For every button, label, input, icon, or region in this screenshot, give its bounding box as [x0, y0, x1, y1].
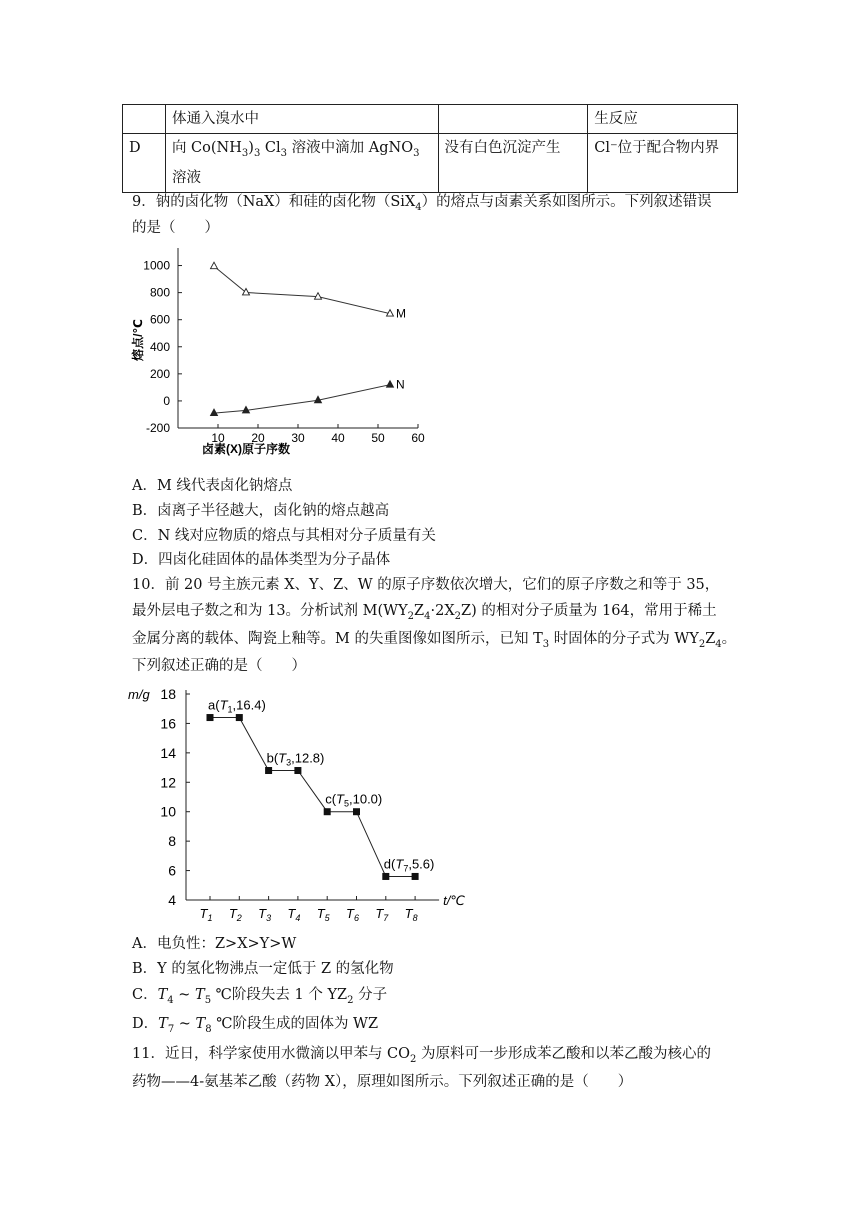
- table-row: [123, 105, 738, 134]
- x-tick-label: $T_3$: [258, 906, 272, 923]
- x-tick-label: 20: [251, 431, 265, 445]
- y-tick-label: -200: [145, 421, 170, 435]
- data-point: [353, 808, 360, 815]
- y-tick-label: 200: [149, 366, 170, 381]
- data-point: [294, 767, 301, 774]
- mass-loss-chart: [126, 682, 486, 928]
- melting-point-chart: [128, 236, 428, 456]
- x-axis-label: 卤素(X)原子序数: [202, 442, 290, 456]
- y-tick-label: 600: [149, 312, 170, 327]
- data-point: [211, 262, 218, 269]
- y-tick-label: 400: [149, 339, 170, 354]
- data-label: $c(T_5,10.0)$: [325, 791, 383, 809]
- x-tick-label: 40: [331, 431, 345, 445]
- x-tick-label: 60: [411, 431, 425, 445]
- series-label: N: [396, 377, 405, 392]
- chart-plot: [130, 248, 425, 456]
- y-tick-label: 12: [160, 774, 176, 791]
- table-cell: 体通入溴水中: [165, 105, 438, 134]
- table-cell: 没有白色沉淀产生: [438, 134, 588, 193]
- q10-option-a: A．电负性：Z>X>Y>W: [132, 936, 297, 952]
- data-point: [412, 873, 419, 880]
- chart-plot: [128, 686, 465, 923]
- q11-stem-line2: 药物——4-氨基苯乙酸（药物 X），原理如图所示。下列叙述正确的是（ ）: [132, 1074, 633, 1090]
- q9-stem-cont: 的是（ ）: [132, 220, 219, 236]
- table-cell: 向 $Co(NH_3)_3$ $Cl_3$ 溶液中滴加 AgNO$_3$ 溶液: [165, 134, 438, 193]
- data-point: [315, 293, 322, 300]
- y-tick-label: 16: [160, 715, 176, 732]
- data-point: [382, 873, 389, 880]
- data-label: $b(T_3,12.8)$: [266, 750, 325, 768]
- x-tick-label: $T_6$: [346, 906, 359, 923]
- y-axis-label: m/g: [128, 687, 150, 702]
- q10-option-c: C．$T_4$ ~ $T_5$ ℃阶段失去 1 个 $YZ_2$ 分子: [132, 987, 388, 1006]
- table-cell: [123, 105, 166, 134]
- q9-option-a: A．M 线代表卤化钠熔点: [132, 478, 293, 494]
- data-point: [387, 381, 394, 388]
- series-label: M: [396, 306, 406, 321]
- y-tick-label: 6: [168, 862, 176, 879]
- q10-stem-line3: 金属分离的载体、陶瓷上釉等。M 的失重图像如图所示，已知 $T_3$ 时固体的分子式为 $WY_2Z_4$。: [132, 631, 737, 650]
- x-tick-label: 30: [291, 431, 305, 445]
- x-tick-label: $T_4$: [287, 906, 301, 923]
- data-point: [211, 409, 218, 416]
- y-tick-label: 0: [163, 393, 170, 408]
- q9-stem: 9．钠的卤化物（NaX）和硅的卤化物（SiX$_4$）的熔点与卤素关系如图所示。下列叙述错误: [132, 194, 712, 213]
- y-tick-label: 1000: [143, 258, 170, 273]
- data-label: $a(T_1,16.4)$: [208, 697, 266, 715]
- data-point: [324, 808, 331, 815]
- x-axis-label: t/℃: [443, 893, 465, 908]
- q10-stem-line4: 下列叙述正确的是（ ）: [132, 658, 306, 674]
- x-tick-label: $T_5$: [316, 906, 330, 923]
- x-tick-label: 50: [371, 431, 385, 445]
- table-cell: 生反应: [588, 105, 738, 134]
- series-line: [214, 266, 390, 313]
- y-tick-label: 14: [160, 744, 176, 761]
- data-point: [236, 714, 243, 721]
- y-tick-label: 8: [168, 833, 176, 850]
- y-tick-label: 4: [168, 892, 176, 908]
- table-cell: D: [123, 134, 166, 193]
- q9-option-c: C．N 线对应物质的熔点与其相对分子质量有关: [132, 528, 436, 544]
- q11-stem-line1: 11．近日，科学家使用水微滴以甲苯与 $CO_2$ 为原料可一步形成苯乙酸和以苯乙酸为核心的: [132, 1046, 712, 1065]
- y-tick-label: 10: [160, 803, 176, 820]
- q9-option-d: D．四卤化硅固体的晶体类型为分子晶体: [132, 552, 391, 568]
- table-row: [123, 134, 738, 193]
- q10-stem-line2: 最外层电子数之和为 13。分析试剂 $M(WY_2Z_4\cdot 2X_2Z)$ 的相对分子质量为 164，常用于稀土: [132, 603, 717, 622]
- data-point: [243, 288, 250, 295]
- y-axis-label: 熔点/℃: [131, 319, 145, 361]
- x-tick-label: $T_2$: [228, 906, 242, 923]
- q10-option-b: B．Y 的氢化物沸点一定低于 Z 的氢化物: [132, 961, 394, 977]
- q10-stem-line1: 10．前 20 号主族元素 X、Y、Z、W 的原子序数依次增大，它们的原子序数之和等于 35，: [132, 577, 720, 593]
- x-tick-label: 10: [211, 431, 225, 445]
- table-cell: Cl⁻位于配合物内界: [588, 134, 738, 193]
- data-point: [265, 767, 272, 774]
- y-tick-label: 800: [149, 285, 170, 300]
- q9-option-b: B．卤离子半径越大，卤化钠的熔点越高: [132, 503, 390, 519]
- q10-option-d: D．$T_7$ ~ $T_8$ ℃阶段生成的固体为 WZ: [132, 1016, 379, 1035]
- table-cell: [438, 105, 588, 134]
- y-tick-label: 18: [160, 686, 176, 702]
- data-label: $d(T_7,5.6)$: [383, 856, 435, 874]
- x-tick-label: $T_1$: [199, 906, 213, 923]
- x-tick-label: $T_8$: [404, 906, 418, 923]
- x-tick-label: $T_7$: [375, 906, 389, 923]
- series-line: [210, 718, 415, 877]
- question-table: [122, 104, 738, 193]
- data-point: [207, 714, 214, 721]
- series-line: [214, 385, 390, 413]
